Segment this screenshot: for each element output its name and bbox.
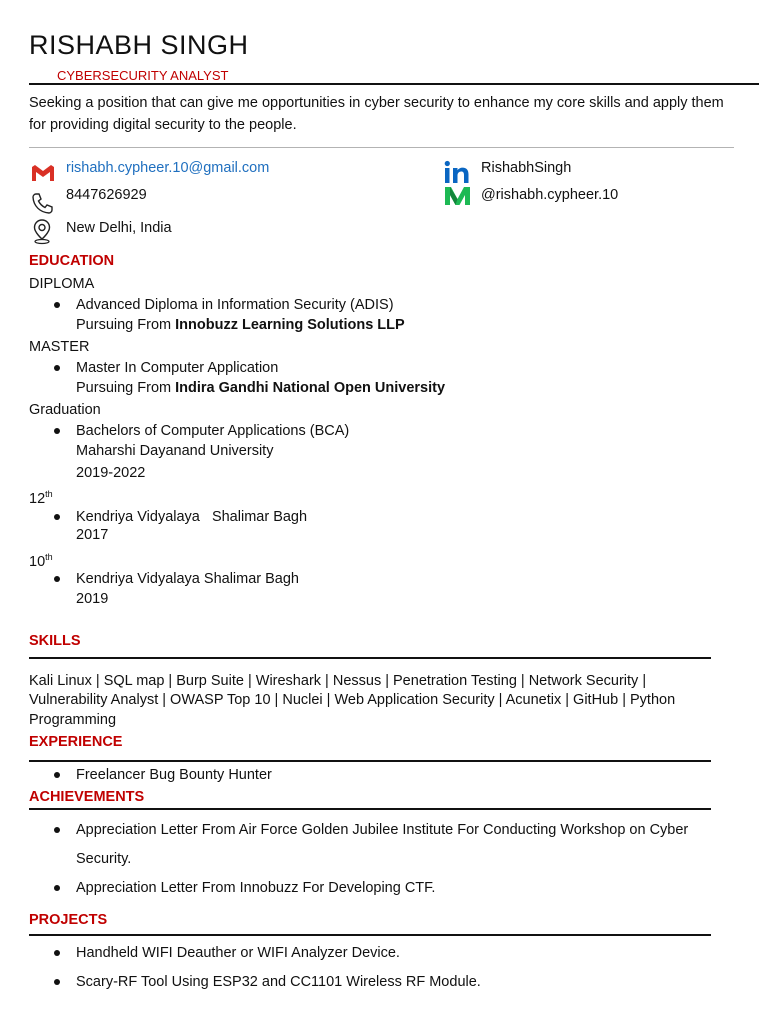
- bullet-point: [54, 514, 60, 520]
- master-course: Master In Computer Application: [76, 360, 279, 376]
- project-item-1: Handheld WIFI Deauther or WIFI Analyzer Device.: [76, 945, 400, 961]
- skills-heading: SKILLS: [29, 633, 81, 649]
- candidate-name: RISHABH SINGH: [29, 30, 249, 60]
- objective-divider: [29, 147, 734, 148]
- experience-item: Freelancer Bug Bounty Hunter: [76, 767, 272, 783]
- achievement-item-1-line-2: Security.: [76, 851, 132, 867]
- bullet-point: [54, 885, 60, 891]
- header-divider: [29, 83, 759, 85]
- tenth-school: Kendriya Vidyalaya Shalimar Bagh: [76, 571, 300, 587]
- diploma-label: DIPLOMA: [29, 276, 95, 292]
- gmail-icon: [30, 163, 56, 188]
- experience-divider: [29, 760, 711, 762]
- linkedin-handle[interactable]: RishabhSingh: [481, 160, 572, 176]
- bullet-point: [54, 827, 60, 833]
- experience-heading: EXPERIENCE: [29, 734, 123, 750]
- achievement-item-1-line-1: Appreciation Letter From Air Force Golden Jubilee Institute For Conducting Workshop on Cyber: [76, 822, 689, 838]
- achievement-item-2: Appreciation Letter From Innobuzz For Developing CTF.: [76, 880, 436, 896]
- email-link[interactable]: rishabh.cypheer.10@gmail.com: [66, 160, 270, 176]
- tenth-year: 2019: [76, 591, 109, 607]
- graduation-course: Bachelors of Computer Applications (BCA): [76, 423, 350, 439]
- graduation-years: 2019-2022: [76, 465, 146, 481]
- diploma-prefix: Pursuing From: [76, 317, 176, 333]
- bullet-point: [54, 950, 60, 956]
- master-label: MASTER: [29, 339, 90, 355]
- tenth-suffix: th: [45, 552, 53, 562]
- medium-icon: [444, 185, 471, 212]
- bullet-point: [54, 302, 60, 308]
- medium-handle[interactable]: @rishabh.cypheer.10: [481, 187, 619, 203]
- projects-heading: PROJECTS: [29, 912, 108, 928]
- tenth-number: 10: [29, 553, 46, 570]
- twelfth-number: 12: [29, 490, 46, 507]
- master-prefix: Pursuing From: [76, 380, 176, 396]
- location-text: New Delhi, India: [66, 220, 172, 236]
- skills-line-1: Kali Linux | SQL map | Burp Suite | Wireshark | Nessus | Penetration Testing | Network Security |: [29, 673, 647, 689]
- achievements-divider: [29, 808, 711, 810]
- master-institute: Indira Gandhi National Open University: [175, 380, 446, 396]
- twelfth-school: Kendriya Vidyalaya Shalimar Bagh: [76, 509, 308, 525]
- twelfth-suffix: th: [45, 489, 53, 499]
- diploma-institute: Innobuzz Learning Solutions LLP: [175, 317, 405, 333]
- master-institute-line: [76, 378, 445, 398]
- project-item-2: Scary-RF Tool Using ESP32 and CC1101 Wireless RF Module.: [76, 974, 481, 990]
- twelfth-label: [29, 484, 53, 509]
- diploma-institute-line: [76, 315, 405, 335]
- bullet-point: [54, 772, 60, 778]
- location-pin-icon: [32, 218, 52, 250]
- skills-line-3: Programming: [29, 712, 117, 728]
- skills-divider: [29, 657, 711, 659]
- skills-line-2: Vulnerability Analyst | OWASP Top 10 | Nuclei | Web Application Security | Acunetix | GitHub | Python: [29, 692, 676, 708]
- projects-divider: [29, 934, 711, 936]
- phone-number: 8447626929: [66, 187, 147, 203]
- bullet-point: [54, 979, 60, 985]
- twelfth-year: 2017: [76, 527, 109, 543]
- bullet-point: [54, 365, 60, 371]
- objective-text: Seeking a position that can give me opportunities in cyber security to enhance my core skills and apply them for providing digital security to the people.: [29, 95, 724, 133]
- graduation-institute: Maharshi Dayanand University: [76, 443, 274, 459]
- graduation-label: Graduation: [29, 402, 101, 418]
- tenth-label: [29, 547, 53, 572]
- achievements-heading: ACHIEVEMENTS: [29, 789, 145, 805]
- job-title: CYBERSECURITY ANALYST: [57, 68, 229, 83]
- bullet-point: [54, 428, 60, 434]
- bullet-point: [54, 576, 60, 582]
- phone-icon: [31, 192, 53, 219]
- education-heading: EDUCATION: [29, 253, 115, 269]
- diploma-course: Advanced Diploma in Information Security (ADIS): [76, 297, 394, 313]
